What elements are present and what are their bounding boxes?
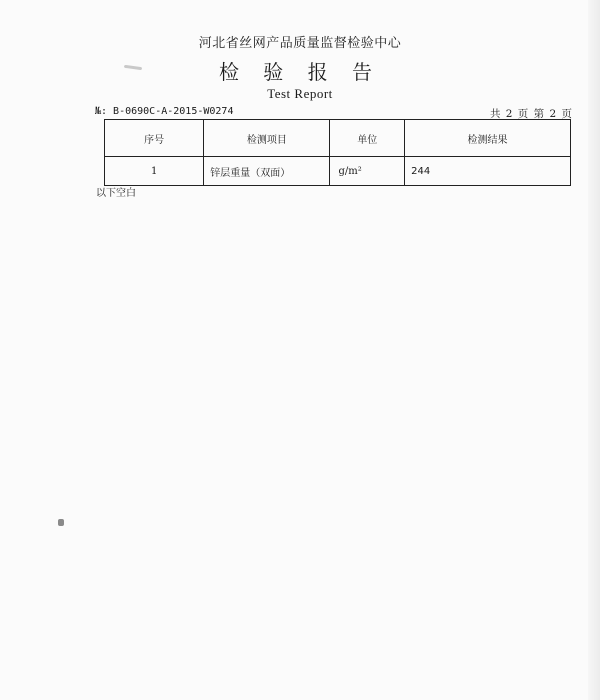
blank-below-note: 以下空白 xyxy=(96,188,136,199)
header-result: 检测结果 xyxy=(405,120,571,157)
cell-seq: 1 xyxy=(105,157,204,186)
cell-result: 244 xyxy=(405,157,571,186)
report-title-cn: 检 验 报 告 xyxy=(218,60,382,84)
cell-unit: g/m² xyxy=(330,157,405,186)
report-number: №: B-0690C-A-2015-W0274 xyxy=(95,106,234,117)
organization-name: 河北省丝网产品质量监督检验中心 xyxy=(198,36,402,51)
header-seq: 序号 xyxy=(105,120,204,157)
table-row xyxy=(105,157,571,186)
header-item: 检测项目 xyxy=(204,120,330,157)
table-header-row xyxy=(105,120,571,157)
page-count: 共 2 页 第 2 页 xyxy=(489,108,573,120)
page-edge-shadow xyxy=(588,0,600,700)
cell-item: 锌层重量（双面） xyxy=(204,157,330,186)
scan-speck xyxy=(58,519,64,526)
header-unit: 单位 xyxy=(330,120,405,157)
report-title-en: Test Report xyxy=(267,86,333,101)
results-table xyxy=(104,119,571,186)
